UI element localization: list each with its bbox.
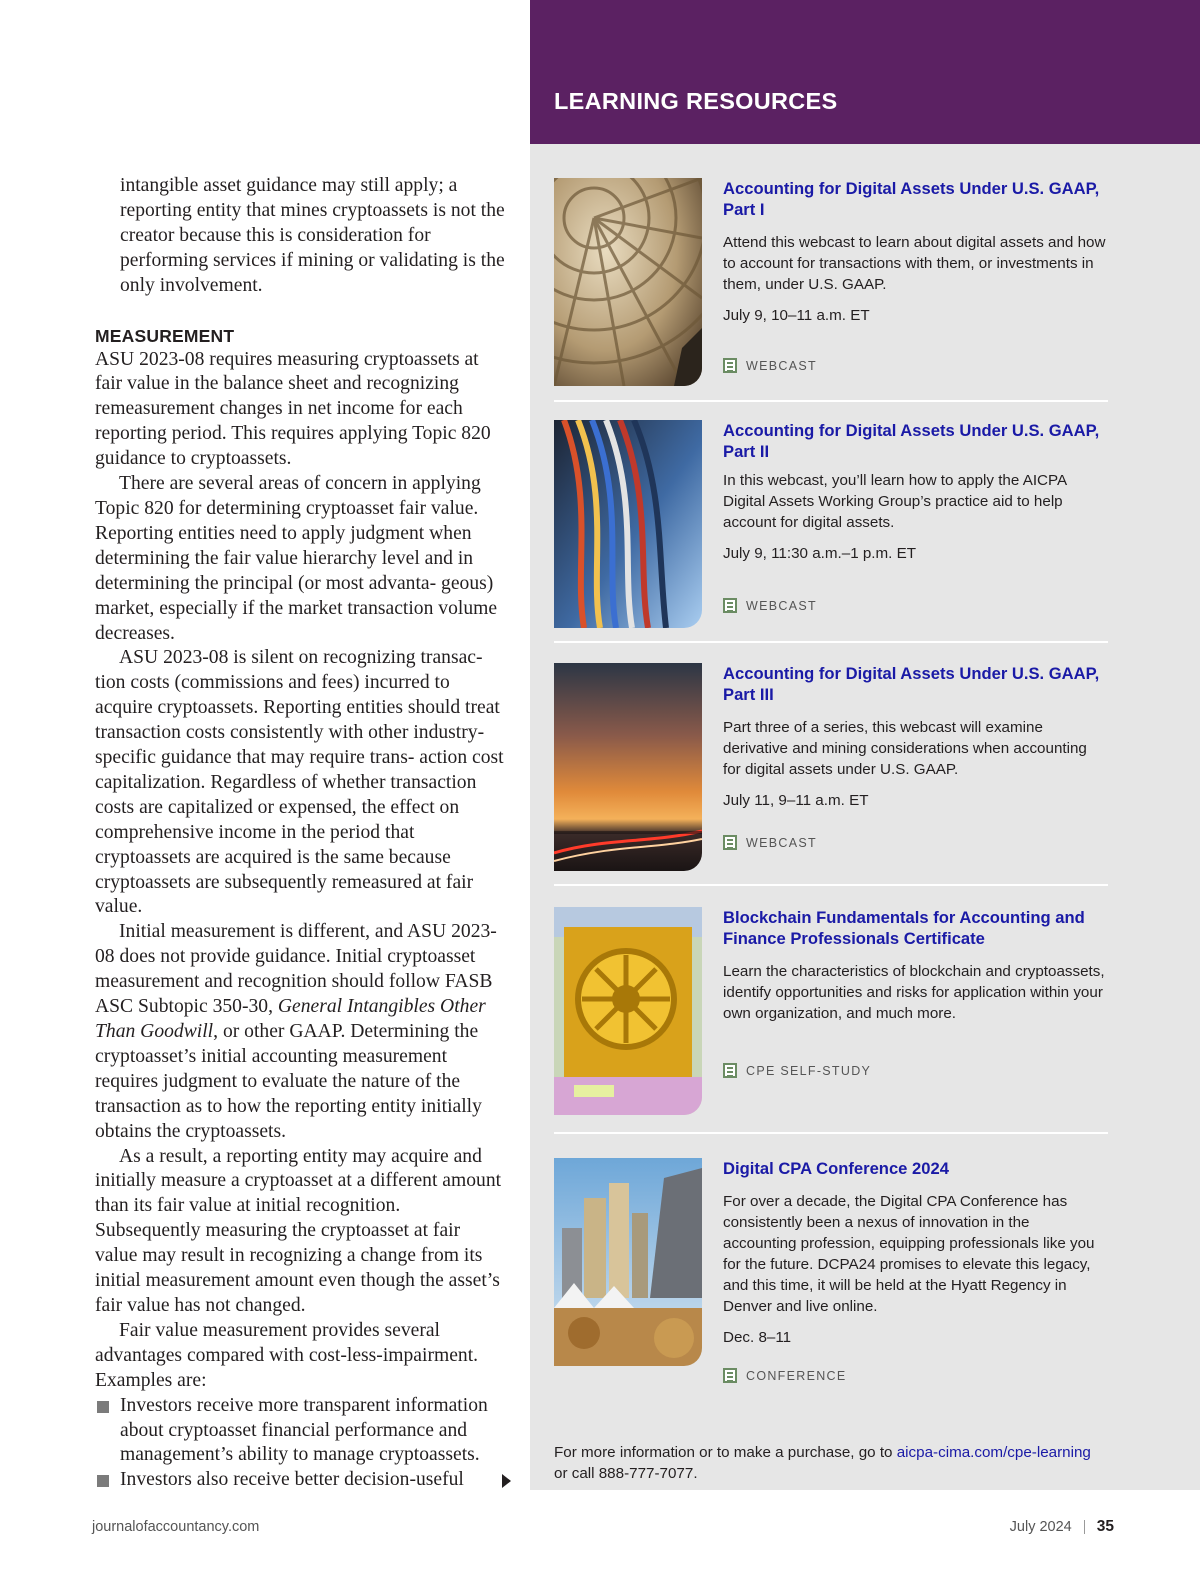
- document-icon: [723, 598, 737, 613]
- divider: [554, 641, 1108, 643]
- resource-title-link[interactable]: Accounting for Digital Assets Under U.S. GAAP, Part I: [723, 179, 1100, 219]
- resource-title-link[interactable]: Digital CPA Conference 2024: [723, 1159, 949, 1178]
- measurement-heading: MEASUREMENT: [95, 325, 235, 346]
- resource-card[interactable]: [554, 1158, 1108, 1418]
- resource-info: [723, 178, 1107, 326]
- resource-date: July 9, 10–11 a.m. ET: [723, 307, 870, 324]
- advantages-list: [95, 1394, 507, 1494]
- resource-type-label: WEBCAST: [746, 835, 817, 850]
- resource-info: [723, 420, 1107, 564]
- list-item-text: Investors receive more transparent information about cryptoasset financial performance and management’s ability to manage cryptoassets.: [120, 1394, 488, 1466]
- document-icon: [723, 1063, 737, 1078]
- resource-card[interactable]: [554, 420, 1108, 630]
- list-item-text: Investors also receive better decision-useful: [120, 1469, 464, 1491]
- resource-info: [723, 1158, 1107, 1348]
- resource-type: [723, 1063, 871, 1078]
- more-info-suffix: or call 888-777-7077.: [554, 1465, 698, 1482]
- resource-description: Attend this webcast to learn about digital assets and how to account for transactions with them, or investments in them, under U.S. GAAP.: [723, 234, 1106, 293]
- document-icon: [723, 358, 737, 373]
- resource-type-label: WEBCAST: [746, 358, 817, 373]
- cpe-learning-link[interactable]: aicpa-cima.com/cpe-learning: [896, 1444, 1091, 1461]
- resource-title-link[interactable]: Accounting for Digital Assets Under U.S. GAAP, Part III: [723, 664, 1100, 704]
- article-paragraph: ASU 2023-08 requires measuring cryptoassets at fair value in the balance sheet and recognizing remeasurement changes in net income for each reporting period. This requires applying Topic 820 guidance to cryptoassets.: [95, 348, 491, 470]
- resource-info: [723, 907, 1107, 1024]
- document-icon: [723, 1368, 737, 1383]
- divider: [554, 884, 1108, 886]
- article-text: Initial measurement is different, and ASU 2023-08 does not provide guidance. Initial cryptoasset measurement and recognition should follow FASB ASC Subtopic 350-30,: [95, 921, 497, 1018]
- resource-type: [723, 598, 817, 613]
- more-info-prefix: For more information or to make a purchase, go to: [554, 1444, 897, 1461]
- resource-date: Dec. 8–11: [723, 1329, 792, 1346]
- square-bullet-icon: [97, 1401, 109, 1413]
- article-paragraph: Fair value measurement provides several advantages compared with cost-less-impairment. Examples are:: [95, 1319, 479, 1391]
- resource-description: Learn the characteristics of blockchain and cryptoassets, identify opportunities and risks for application within your own organization, and much more.: [723, 963, 1105, 1022]
- article-paragraph: As a result, a reporting entity may acquire and initially measure a cryptoasset at a different amount than its fair value at initial recognition. Subsequently measuring the cryptoasset at fair value may result in recognizing a change from its initial measurement amount even though the asset’s fair value has not changed.: [95, 1145, 502, 1316]
- resource-title-link[interactable]: Accounting for Digital Assets Under U.S. GAAP, Part II: [723, 421, 1100, 461]
- footer-site: journalofaccountancy.com: [92, 1519, 260, 1535]
- resource-type: [723, 835, 817, 850]
- article-italic-title: General Intangibles Other Than Goodwill: [95, 996, 486, 1042]
- list-item: [95, 1468, 507, 1493]
- learning-resources-sidebar: [530, 144, 1200, 1490]
- article-intro-text: intangible asset guidance may still apply; a reporting entity that mines cryptoassets is not the creator because this is consideration for performing services if mining or validating is the only involvement.: [120, 175, 505, 296]
- list-item: [95, 1394, 507, 1469]
- resource-card[interactable]: [554, 907, 1108, 1117]
- article-column: [95, 174, 507, 1493]
- article-text: , or other GAAP. Determining the cryptoasset’s initial accounting measurement requires judgment to evaluate the nature of the transaction as to how the reporting entity initially obtains the cryptoassets.: [95, 1021, 482, 1142]
- resource-description: In this webcast, you’ll learn how to apply the AICPA Digital Assets Working Group’s practice aid to help account for digital assets.: [723, 472, 1067, 531]
- sidebar-header: [530, 0, 1200, 144]
- resource-type: [723, 1368, 847, 1383]
- article-paragraph: There are several areas of concern in applying Topic 820 for determining cryptoasset fair value. Reporting entities need to apply judgment when determining the fair value hierarchy level and in determining the principal (or most advanta- geous) market, especially if the market transaction volume decreases.: [95, 473, 498, 644]
- page-number: 35: [1096, 1518, 1114, 1535]
- article-intro: [95, 174, 507, 299]
- divider: [554, 1132, 1108, 1134]
- resource-title-link[interactable]: Blockchain Fundamentals for Accounting and Finance Professionals Certificate: [723, 908, 1085, 948]
- resource-card[interactable]: [554, 663, 1108, 873]
- denver-skyline-image: [554, 1158, 702, 1366]
- article-paragraph: [95, 920, 507, 1144]
- resource-description: Part three of a series, this webcast will examine derivative and mining considerations when accounting for digital assets under U.S. GAAP.: [723, 719, 1087, 778]
- resource-type-label: CPE SELF-STUDY: [746, 1063, 872, 1078]
- resource-date: July 9, 11:30 a.m.–1 p.m. ET: [723, 545, 917, 562]
- colorful-building-image: [554, 420, 702, 628]
- divider: [554, 400, 1108, 402]
- resource-type: [723, 358, 817, 373]
- resource-card[interactable]: [554, 178, 1108, 388]
- resource-info: [723, 663, 1107, 811]
- document-icon: [723, 835, 737, 850]
- resource-date: July 11, 9–11 a.m. ET: [723, 792, 869, 809]
- article-paragraph: ASU 2023-08 is silent on recognizing transac- tion costs (commissions and fees) incurred to acquire cryptoassets. Reporting entities should treat transaction costs consistently with other industry-specific guidance that may require trans- action cost capitalization. Regardless of whether transaction costs are capitalized or expensed, the effect on comprehensive income in the period that cryptoassets are acquired is the same because cryptoassets are subsequently remeasured at fair value.: [95, 647, 504, 918]
- footer-separator: [1084, 1520, 1085, 1534]
- continue-arrow-icon: [502, 1474, 511, 1488]
- footer-issue: July 2024: [1009, 1519, 1072, 1535]
- dome-ceiling-image: [554, 178, 702, 386]
- more-info-text: [554, 1442, 1134, 1484]
- resource-description: For over a decade, the Digital CPA Conference has consistently been a nexus of innovation in the accounting profession, equipping professionals like you for the future. DCPA24 promises to elevate this legacy, and this time, it will be held at the Hyatt Regency in Denver and live online.: [723, 1193, 1095, 1315]
- resource-type-label: CONFERENCE: [746, 1368, 847, 1383]
- footer-issue-page: [1010, 1518, 1114, 1536]
- square-bullet-icon: [97, 1475, 109, 1487]
- gold-vault-image: [554, 907, 702, 1115]
- sidebar-title: LEARNING RESOURCES: [554, 88, 838, 114]
- resource-type-label: WEBCAST: [746, 598, 817, 613]
- sunset-highway-image: [554, 663, 702, 871]
